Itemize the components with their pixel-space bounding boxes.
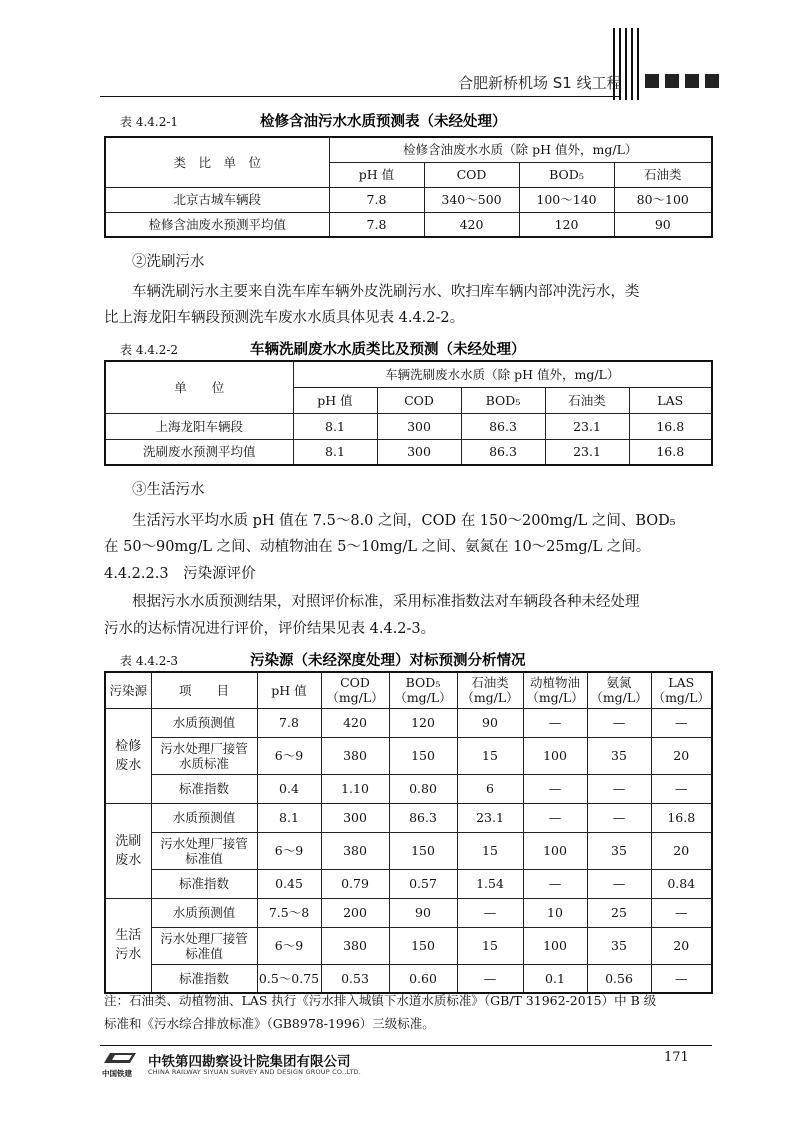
- table3-cell: 6: [457, 774, 523, 803]
- table3-cell: 150: [389, 927, 457, 964]
- table3-item: 污水处理厂接管 标准值: [151, 927, 257, 964]
- table3-cell: 150: [389, 832, 457, 869]
- table3-cell: 10: [523, 898, 587, 927]
- table3-cell: 20: [651, 832, 712, 869]
- table3-cell: 200: [321, 898, 389, 927]
- table-row: [105, 439, 712, 465]
- table3-cell: 20: [651, 927, 712, 964]
- paragraph-line: 在 50～90mg/L 之间、动植物油在 5～10mg/L 之间、氨氮在 10～25mg/L 之间。: [104, 539, 651, 555]
- paragraph-line: 根据污水水质预测结果，对照评价标准，采用标准指数法对车辆段各种未经处理: [132, 594, 640, 610]
- table3-cell: 15: [457, 737, 523, 774]
- table1-cell: 120: [519, 212, 614, 237]
- table3-cell: 0.4: [257, 774, 321, 803]
- table3-cell: 35: [587, 832, 651, 869]
- table3-cell: 6～9: [257, 737, 321, 774]
- table3-cell: 0.56: [587, 964, 651, 993]
- table3-cell: 0.79: [321, 869, 389, 898]
- table2-header: LAS: [629, 387, 712, 413]
- table3-header-row: [105, 672, 712, 708]
- section-heading-domestic: ③生活污水: [132, 482, 205, 498]
- table-row: [105, 927, 712, 964]
- table3-cell: 380: [321, 737, 389, 774]
- table1-cell: 100～140: [519, 187, 614, 212]
- table3-header: COD （mg/L）: [321, 672, 389, 708]
- table2-header: 石油类: [545, 387, 629, 413]
- table3-cell: 16.8: [651, 803, 712, 832]
- table3-cell: —: [523, 803, 587, 832]
- table3-source: 生活 污水: [105, 898, 151, 993]
- table3-item: 标准指数: [151, 869, 257, 898]
- table3-cell: 23.1: [457, 803, 523, 832]
- table1-cell: 90: [614, 212, 712, 237]
- table1-row-name: 检修含油废水预测平均值: [105, 212, 329, 237]
- table-row: [105, 869, 712, 898]
- table2-row-name: 上海龙阳车辆段: [105, 413, 293, 439]
- footer-rule: [100, 1045, 712, 1046]
- table3-header: LAS （mg/L）: [651, 672, 712, 708]
- table1-group-header: 检修含油废水水质（除 pH 值外，mg/L）: [329, 137, 712, 162]
- section-heading-eval: 4.4.2.2.3 污染源评价: [104, 566, 256, 582]
- table3-cell: —: [651, 898, 712, 927]
- table3-cell: 300: [321, 803, 389, 832]
- table3-cell: 90: [389, 898, 457, 927]
- paragraph-line: 比上海龙阳车辆段预测洗车废水水质具体见表 4.4.2-2。: [104, 310, 465, 326]
- table-row: [105, 832, 712, 869]
- table3-cell: 380: [321, 927, 389, 964]
- table3-cell: 0.60: [389, 964, 457, 993]
- table3-source: 洗刷 废水: [105, 803, 151, 898]
- table-row: [105, 803, 712, 832]
- table1-header: COD: [424, 162, 519, 187]
- table-row: [105, 737, 712, 774]
- table3-cell: 7.5～8: [257, 898, 321, 927]
- table2: [104, 360, 713, 466]
- table3-item: 标准指数: [151, 774, 257, 803]
- table-row: [105, 708, 712, 737]
- table3: [104, 671, 713, 994]
- table3-cell: 86.3: [389, 803, 457, 832]
- table3-cell: —: [523, 708, 587, 737]
- table3-cell: 8.1: [257, 803, 321, 832]
- table3-cell: 0.84: [651, 869, 712, 898]
- footer-company-name: 中铁第四勘察设计院集团有限公司: [148, 1054, 351, 1070]
- table2-row-name: 洗刷废水预测平均值: [105, 439, 293, 465]
- table3-cell: 0.45: [257, 869, 321, 898]
- table3-cell: 100: [523, 737, 587, 774]
- table-row: [105, 187, 712, 212]
- table3-cell: —: [651, 964, 712, 993]
- table3-cell: —: [587, 869, 651, 898]
- table2-header: COD: [377, 387, 461, 413]
- paragraph-line: 车辆洗刷污水主要来自洗车库车辆外皮洗刷污水、吹扫库车辆内部冲洗污水，类: [132, 284, 640, 300]
- footer-company-name-en: CHINA RAILWAY SIYUAN SURVEY AND DESIGN GROUP CO.,LTD.: [148, 1068, 361, 1076]
- table3-item: 污水处理厂接管 标准值: [151, 832, 257, 869]
- table1-header: 石油类: [614, 162, 712, 187]
- table3-header: 项 目: [151, 672, 257, 708]
- table1-cell: 420: [424, 212, 519, 237]
- table3-item: 水质预测值: [151, 803, 257, 832]
- table3-source: 检修 废水: [105, 708, 151, 803]
- table3-item: 水质预测值: [151, 708, 257, 737]
- table3-cell: —: [651, 708, 712, 737]
- table3-cell: 0.53: [321, 964, 389, 993]
- table3-header: 污染源: [105, 672, 151, 708]
- table3-cell: 35: [587, 737, 651, 774]
- table3-cell: 380: [321, 832, 389, 869]
- table3-cell: 20: [651, 737, 712, 774]
- table2-header: pH 值: [293, 387, 377, 413]
- table3-cell: 6～9: [257, 927, 321, 964]
- section-heading-wash: ②洗刷污水: [132, 254, 205, 270]
- table3-cell: 0.57: [389, 869, 457, 898]
- table3-cell: 7.8: [257, 708, 321, 737]
- table3-cell: —: [457, 898, 523, 927]
- table2-group-header: 车辆洗刷废水水质（除 pH 值外，mg/L）: [293, 361, 712, 387]
- table3-cell: 0.5～0.75: [257, 964, 321, 993]
- header-squares-decoration: [645, 73, 725, 87]
- table1-cell: 7.8: [329, 212, 424, 237]
- table3-number: 表 4.4.2-3: [120, 654, 179, 668]
- table3-cell: 25: [587, 898, 651, 927]
- header-title: 合肥新桥机场 S1 线工程: [458, 74, 622, 92]
- paragraph-line: 污水的达标情况进行评价，评价结果见表 4.4.2-3。: [104, 621, 436, 637]
- table2-cell: 86.3: [461, 439, 545, 465]
- table2-cell: 300: [377, 439, 461, 465]
- table3-cell: 6～9: [257, 832, 321, 869]
- table3-cell: 1.10: [321, 774, 389, 803]
- page-number: 171: [664, 1050, 689, 1065]
- table3-cell: —: [523, 869, 587, 898]
- table2-cell: 86.3: [461, 413, 545, 439]
- table-note-line: 标准和《污水综合排放标准》（GB8978-1996）三级标准。: [104, 1016, 435, 1031]
- table2-cell: 8.1: [293, 413, 377, 439]
- table3-cell: 0.80: [389, 774, 457, 803]
- table1-cell: 340～500: [424, 187, 519, 212]
- table3-item: 标准指数: [151, 964, 257, 993]
- table1-cell: 7.8: [329, 187, 424, 212]
- table3-item: 水质预测值: [151, 898, 257, 927]
- table3-cell: 35: [587, 927, 651, 964]
- table1-title: 检修含油污水水质预测表（未经处理）: [260, 114, 507, 130]
- table3-item: 污水处理厂接管 水质标准: [151, 737, 257, 774]
- table1-header: BOD₅: [519, 162, 614, 187]
- table3-cell: —: [651, 774, 712, 803]
- table-row: [105, 898, 712, 927]
- table3-cell: 120: [389, 708, 457, 737]
- table3-cell: —: [457, 964, 523, 993]
- table3-cell: 1.54: [457, 869, 523, 898]
- table2-number: 表 4.4.2-2: [120, 343, 179, 357]
- table3-header: 氨氮 （mg/L）: [587, 672, 651, 708]
- table3-cell: 15: [457, 927, 523, 964]
- table2-cell: 23.1: [545, 413, 629, 439]
- table1-row-name: 北京古城车辆段: [105, 187, 329, 212]
- table1: [104, 136, 713, 238]
- table-row: [105, 774, 712, 803]
- table2-cell: 23.1: [545, 439, 629, 465]
- table3-cell: 90: [457, 708, 523, 737]
- table3-cell: 100: [523, 832, 587, 869]
- table3-header: 动植物油 （mg/L）: [523, 672, 587, 708]
- table-row: [105, 212, 712, 237]
- table3-title: 污染源（未经深度处理）对标预测分析情况: [250, 653, 526, 669]
- table3-cell: 15: [457, 832, 523, 869]
- table2-title: 车辆洗刷废水水质类比及预测（未经处理）: [250, 342, 526, 358]
- table3-cell: —: [523, 774, 587, 803]
- table3-cell: 100: [523, 927, 587, 964]
- footer-logo-text: 中国铁建: [102, 1069, 132, 1078]
- paragraph-line: 生活污水平均水质 pH 值在 7.5～8.0 之间，COD 在 150～200mg/L 之间、BOD₅: [132, 513, 676, 529]
- table1-col-label: 类 比 单 位: [105, 137, 329, 187]
- table3-cell: —: [587, 708, 651, 737]
- table1-number: 表 4.4.2-1: [120, 115, 179, 129]
- table2-cell: 300: [377, 413, 461, 439]
- table2-header: BOD₅: [461, 387, 545, 413]
- table3-header: BOD₅ （mg/L）: [389, 672, 457, 708]
- table3-cell: 150: [389, 737, 457, 774]
- table2-cell: 8.1: [293, 439, 377, 465]
- table2-cell: 16.8: [629, 413, 712, 439]
- table2-cell: 16.8: [629, 439, 712, 465]
- table1-header: pH 值: [329, 162, 424, 187]
- table3-cell: —: [587, 803, 651, 832]
- table3-cell: 420: [321, 708, 389, 737]
- table3-header: pH 值: [257, 672, 321, 708]
- header-rule: [100, 96, 620, 97]
- table-note-line: 注：石油类、动植物油、LAS 执行《污水排入城镇下水道水质标准》（GB/T 31962-2015）中 B 级: [104, 993, 657, 1008]
- table2-col-label: 单 位: [105, 361, 293, 413]
- table1-cell: 80～100: [614, 187, 712, 212]
- table3-header: 石油类 （mg/L）: [457, 672, 523, 708]
- table3-cell: 0.1: [523, 964, 587, 993]
- table-row: [105, 413, 712, 439]
- table3-cell: —: [587, 774, 651, 803]
